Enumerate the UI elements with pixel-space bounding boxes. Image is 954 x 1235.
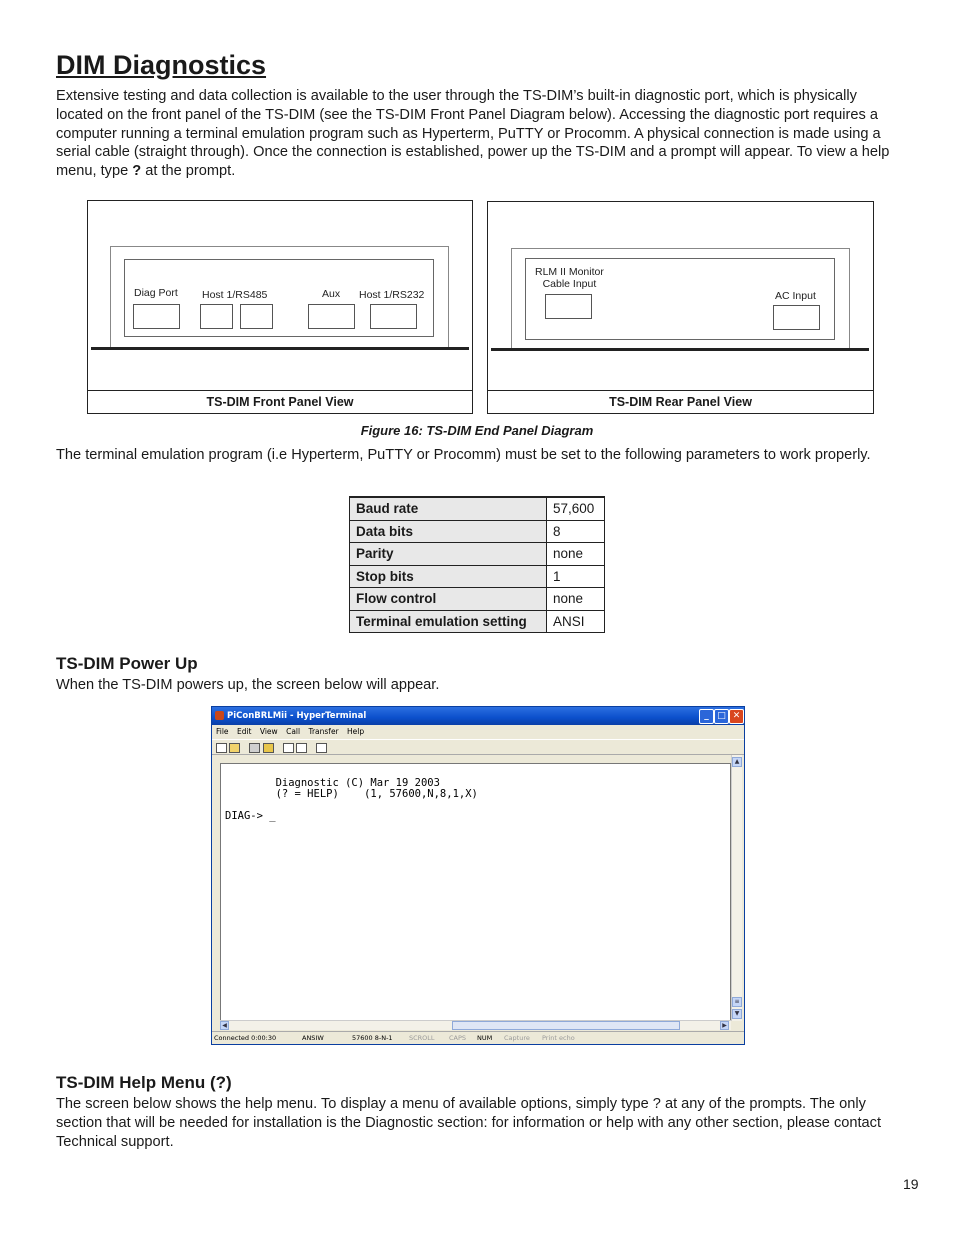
param-value: none [547,543,605,566]
minimize-button[interactable]: _ [699,709,714,724]
rlm-monitor-label-line2: Cable Input [542,278,597,290]
status-print-echo: Print echo [542,1034,575,1042]
new-connection-icon[interactable] [216,743,227,753]
table-row [350,543,605,566]
hyperterminal-app-icon [215,711,224,720]
rs232-connector [370,304,417,329]
send-icon[interactable] [283,743,294,753]
params-intro: The terminal emulation program (i.e Hyperterm, PuTTY or Procomm) must be set to the following parameters to work properly. [56,447,871,463]
diag-port-connector [133,304,180,329]
front-panel-shelf [91,347,469,350]
table-row [350,565,605,588]
terminal-area[interactable] [220,763,731,1021]
param-key: Terminal emulation setting [350,610,547,633]
open-icon[interactable] [229,743,240,753]
maximize-button[interactable]: □ [714,709,729,724]
param-value: none [547,588,605,611]
status-capture: Capture [504,1034,530,1042]
status-num: NUM [477,1034,493,1042]
page-title: DIM Diagnostics [56,50,267,80]
status-settings: 57600 8-N-1 [352,1034,393,1042]
scroll-thumb[interactable] [452,1021,680,1030]
window-titlebar [212,707,744,725]
aux-connector [308,304,355,329]
aux-label: Aux [322,288,341,300]
table-row [350,588,605,611]
menu-file[interactable]: File [216,727,229,736]
scroll-down-icon[interactable]: ▼ [732,1009,742,1019]
menu-call[interactable]: Call [286,727,301,736]
host1-rs485-label: Host 1/RS485 [202,289,268,301]
hyperterminal-window [211,706,745,1045]
menu-edit[interactable]: Edit [236,727,252,736]
page-number: 19 [903,1176,919,1192]
toolbar [212,739,744,755]
menu-transfer[interactable]: Transfer [308,727,339,736]
status-connected: Connected 0:00:30 [214,1034,277,1042]
rs485-connector-b [240,304,273,329]
table-row [350,610,605,633]
diag-port-label: Diag Port [134,287,178,299]
intro-bold-question-mark: ? [132,163,142,180]
rlm-monitor-label [535,266,604,290]
horizontal-scrollbar[interactable] [220,1020,731,1030]
rear-panel-caption: TS-DIM Rear Panel View [488,390,873,413]
intro-text-end: at the prompt. [141,163,236,180]
help-menu-text: The screen below shows the help menu. To display a menu of available options, simply type ? at any of the prompts. The only section that will be needed for installation is the Diagnostic section: for information or help with any other section, please contact Technical support. [56,1096,882,1150]
figure-caption: Figure 16: TS-DIM End Panel Diagram [360,423,594,438]
host1-rs232-label: Host 1/RS232 [359,289,425,301]
status-emulation: ANSIW [302,1034,324,1042]
param-value: 1 [547,565,605,588]
status-caps: CAPS [449,1034,467,1042]
param-value: 8 [547,520,605,543]
param-value: 57,600 [547,497,605,520]
ac-input-connector [773,305,820,330]
menu-help[interactable]: Help [347,727,365,736]
help-menu-heading: TS-DIM Help Menu (?) [56,1073,232,1092]
rlm-monitor-label-line1: RLM II Monitor [535,266,604,278]
properties-icon[interactable] [316,743,327,753]
intro-paragraph [56,87,892,181]
scroll-split-icon[interactable]: ≡ [732,997,742,1007]
close-button[interactable]: ✕ [729,709,744,724]
power-up-text: When the TS-DIM powers up, the screen below will appear. [56,677,440,693]
param-key: Baud rate [350,497,547,520]
rear-panel-shelf [491,348,869,351]
table-row [350,520,605,543]
disconnect-icon[interactable] [263,743,274,753]
terminal-parameters-table [349,496,605,633]
connect-icon[interactable] [249,743,260,753]
front-panel-caption: TS-DIM Front Panel View [88,390,472,413]
receive-icon[interactable] [296,743,307,753]
rear-panel-diagram [487,201,874,414]
intro-text: Extensive testing and data collection is available to the user through the TS-DIM’s built-in diagnostic port, which is physically located on the front panel of the TS-DIM (see the TS-DIM Front Panel Diagram below). Accessing the diagnostic port requires a computer running a terminal emulation program such as Hyperterm, PuTTY or Procomm. A physical connection is made using a serial cable (straight through). Once the connection is established, power up the TS-DIM and a prompt will appear. To view a help menu, type [56,88,890,180]
front-panel-diagram [87,200,473,414]
terminal-output: Diagnostic (C) Mar 19 2003 (? = HELP) (1, 57600,N,8,1,X) DIAG-> _ [225,777,478,822]
status-bar [212,1031,744,1044]
param-key: Stop bits [350,565,547,588]
param-value: ANSI [547,610,605,633]
param-key: Data bits [350,520,547,543]
menu-view[interactable]: View [259,727,278,736]
vertical-scrollbar[interactable] [731,755,742,1021]
scroll-left-icon[interactable]: ◀ [220,1021,229,1030]
status-scroll: SCROLL [409,1034,435,1042]
rs485-connector-a [200,304,233,329]
param-key: Parity [350,543,547,566]
scroll-up-icon[interactable]: ▲ [732,757,742,767]
rlm-monitor-connector [545,294,592,319]
power-up-heading: TS-DIM Power Up [56,654,198,673]
scroll-right-icon[interactable]: ▶ [720,1021,729,1030]
menu-bar [212,726,744,738]
window-title: PiConBRLMii - HyperTerminal [227,711,367,721]
table-row [350,497,605,520]
param-key: Flow control [350,588,547,611]
ac-input-label: AC Input [775,290,816,302]
